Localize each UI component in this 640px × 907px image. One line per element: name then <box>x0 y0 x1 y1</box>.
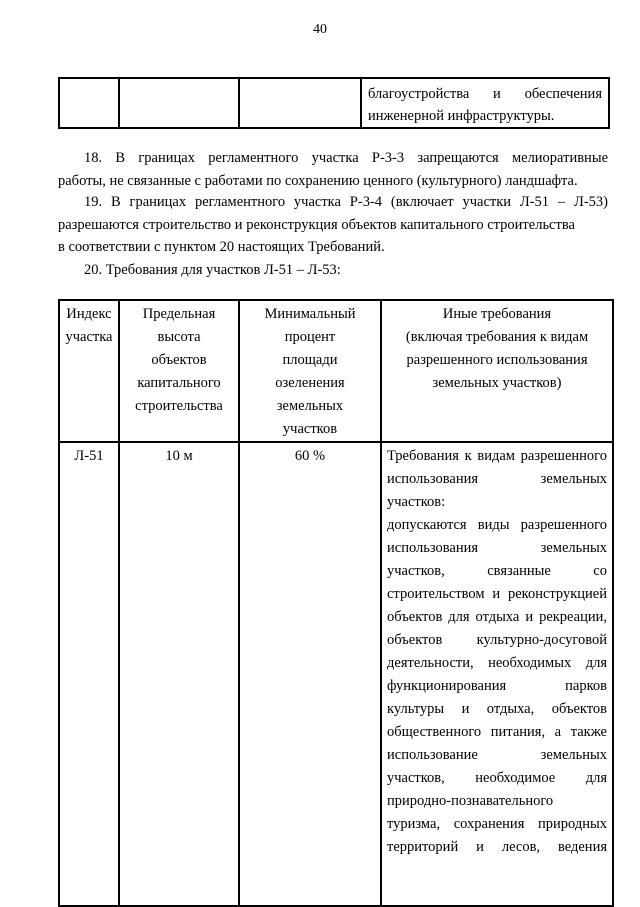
text-line: разрешаются строительство и реконструкция объектов капитального строительства <box>58 216 575 233</box>
text-line: благоустройства и обеспечения <box>368 86 602 102</box>
paragraph-20 <box>58 259 608 282</box>
text-line: инженерной инфраструктуры. <box>368 108 555 124</box>
empty-cell <box>119 78 239 128</box>
text-line: работы, не связанные с работами по сохранению ценного (культурного) ландшафта. <box>58 172 578 189</box>
text-line: 19. В границах регламентного участка Р-3-4 (включает участки Л-51 – Л-53) <box>84 194 608 210</box>
header-height: Предельная высота объектов капитального строительства <box>119 300 239 442</box>
table-row <box>59 442 613 906</box>
page-number: 40 <box>313 22 327 37</box>
header-green-percent: Минимальный процент площади озеленения земельных участков <box>239 300 381 442</box>
requirements-table <box>58 299 614 907</box>
table-header-row <box>59 300 613 442</box>
cell-green-percent: 60 % <box>239 442 381 906</box>
paragraph-18 <box>58 147 608 192</box>
continued-text-cell <box>361 78 609 128</box>
cell-requirements: Требования к видам разрешенного использования земельных участков: допускаются виды разрешенного использования земельных участков, связанные со строительством и реконструкцией объектов для отдыха и рекреации, объектов культурно-досуговой деятельности, необходимых для функционирования парков культуры и отдыха, объектов общественного питания, а также использование земельных участков, необходимое для природно-познавательного туризма, сохранения природных территорий и лесов, ведения <box>381 442 613 906</box>
paragraph-19 <box>58 191 608 259</box>
cell-height: 10 м <box>119 442 239 906</box>
header-other-requirements: Иные требования (включая требования к видам разрешенного использования земельных участков) <box>381 300 613 442</box>
text-line: 18. В границах регламентного участка Р-3-3 запрещаются мелиоративные <box>84 150 608 166</box>
empty-cell <box>59 78 119 128</box>
empty-cell <box>239 78 361 128</box>
header-index: Индекс участка <box>59 300 119 442</box>
cell-index: Л-51 <box>59 442 119 906</box>
text-line: 20. Требования для участков Л-51 – Л-53: <box>84 262 341 278</box>
continued-table <box>58 77 610 129</box>
text-line: в соответствии с пунктом 20 настоящих Требований. <box>58 239 385 255</box>
